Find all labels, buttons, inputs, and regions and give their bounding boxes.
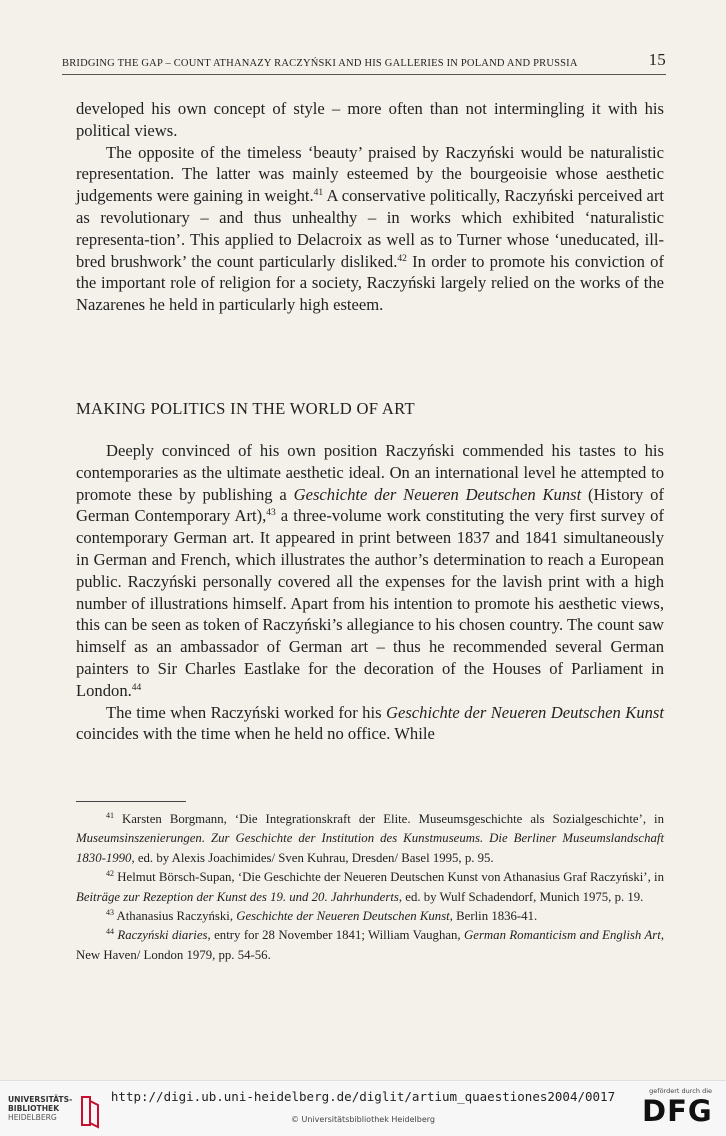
page-number: 15 — [648, 50, 666, 69]
footnote-text: Karsten Borgmann, ‘Die Integrationskraft der Elite. Museumsgeschichte als Sozialgeschichte’, in — [114, 812, 664, 826]
paragraph-text: The opposite of the timeless ‘beauty’ praised by Raczyński would be naturalistic representation. The latter was mainly esteemed by the bourgeoisie whose aesthetic judgements were gaining in weight. — [76, 142, 664, 206]
paragraph — [76, 440, 664, 702]
footnote-title: Beiträge zur Rezeption der Kunst des 19. und 20. Jahrhunderts — [76, 889, 399, 904]
paragraph-text: The time when Raczyński worked for his — [106, 702, 386, 722]
footnote-title: Geschichte der Neueren Deutschen Kunst — [236, 909, 450, 924]
digitization-footer — [0, 1080, 726, 1136]
dfg-logo[interactable] — [642, 1087, 712, 1132]
footnote-title: Museumsinszenierungen. Zur Geschichte der Institution des Kunstmuseums. Die Berliner Museumslandschaft 1830-1990 — [76, 831, 664, 865]
footnote-number: 41 — [106, 811, 114, 820]
paragraph-text: developed his own concept of style – more often than not intermingling it with his political views. — [76, 99, 664, 140]
footnote-ref-44[interactable]: 44 — [131, 682, 142, 693]
footnote-text: , Berlin 1836-41. — [449, 909, 538, 924]
running-head-title: BRIDGING THE GAP – COUNT ATHANAZY RACZYŃSKI AND HIS GALLERIES IN POLAND AND PRUSSIA — [62, 58, 578, 69]
footnote-title: German Romanticism and English Art — [464, 928, 661, 943]
footnote-number: 42 — [106, 869, 114, 879]
body-text-block-1 — [76, 98, 664, 316]
paragraph-text: (History of German Contemporary Art), — [76, 484, 664, 526]
footnote-ref-43[interactable]: 43 — [266, 508, 276, 519]
footnote-text: , entry for 28 November 1841; William Vaughan, — [207, 928, 465, 943]
footnote-ref-42[interactable]: 42 — [397, 253, 407, 264]
copyright-notice: © Universitätsbibliothek Heidelberg — [290, 1115, 435, 1124]
running-head — [62, 52, 666, 75]
footnote-ref-41[interactable]: 41 — [313, 188, 324, 199]
footnote-44 — [76, 926, 664, 965]
book-title: Geschichte der Neueren Deutschen Kunst — [293, 484, 582, 504]
footnote-divider — [76, 801, 186, 802]
library-name-line: HEIDELBERG — [8, 1113, 57, 1122]
footnote-title: Raczyński diaries — [117, 928, 208, 943]
permalink-url[interactable]: http://digi.ub.uni-heidelberg.de/diglit/artium_quaestiones2004/0017 — [110, 1089, 616, 1104]
paragraph — [76, 702, 664, 746]
body-text-block-2 — [76, 440, 664, 745]
paragraph-text: A conservative politically, Raczyński perceived art as revolutionary – and thus unhealthy – in works which exhibited ‘naturalistic representa-tion’. This applied to Delacroix as well as to Turner whose ‘uneducated, ill-bred brushwork’ the count particularly disliked. — [76, 186, 665, 271]
footnotes — [76, 810, 664, 965]
footnote-number: 43 — [106, 908, 114, 918]
section-heading: MAKING POLITICS IN THE WORLD OF ART — [76, 399, 415, 418]
paragraph-text: coincides with the time when he held no office. While — [76, 724, 435, 744]
footnote-text: , ed. by Alexis Joachimides/ Sven Kuhrau, Dresden/ Basel 1995, p. 95. — [131, 850, 494, 865]
book-title: Geschichte der Neueren Deutschen Kunst — [386, 702, 665, 722]
footnote-42 — [76, 868, 664, 907]
paragraph — [76, 98, 664, 142]
footnote-text: , New Haven/ London 1979, pp. 54-56. — [76, 928, 665, 962]
paragraph-text: Deeply convinced of his own position Raczyński commended his tastes to his contemporaries as the ultimate aesthetic ideal. On an international level he attempted to promote these by publishing a — [76, 441, 664, 504]
paragraph-text: a three-volume work constituting the very first survey of contemporary German art. It appeared in print between 1837 and 1841 simultaneously in German and French, which illustrates the author’s determination to reach a European public. Raczyński personally covered all the expenses for the lavish print with a high number of illustrations himself. Apart from his intention to promote his aesthetic views, this can be seen as token of Raczyński’s allegiance to his chosen country. The count saw himself as an ambassador of German art – thus he recommended several German painters to Sir Charles Eastlake for the decoration of the Houses of Parliament in London. — [76, 506, 664, 700]
library-name-line: UNIVERSITÄTS- — [8, 1095, 73, 1104]
paragraph-text: In order to promote his conviction of the important role of religion for a society, Raczyński largely relied on the works of the Nazarenes he held in particularly high esteem. — [76, 251, 665, 315]
footnote-number: 44 — [106, 927, 114, 937]
footnote-text: Helmut Börsch-Supan, ‘Die Geschichte der Neueren Deutschen Kunst von Athanasius Graf Raczyński’, in — [114, 870, 664, 885]
footnote-43 — [76, 907, 664, 926]
footnote-text: Athanasius Raczyński, — [114, 909, 237, 924]
library-name-line: BIBLIOTHEK — [8, 1104, 60, 1113]
dfg-wordmark: DFG — [642, 1094, 713, 1128]
dfg-tagline: gefördert durch die — [649, 1087, 712, 1095]
footnote-41 — [76, 810, 664, 868]
paragraph — [76, 142, 664, 316]
footnote-text: , ed. by Wulf Schadendorf, Munich 1975, p. 19. — [398, 889, 644, 904]
